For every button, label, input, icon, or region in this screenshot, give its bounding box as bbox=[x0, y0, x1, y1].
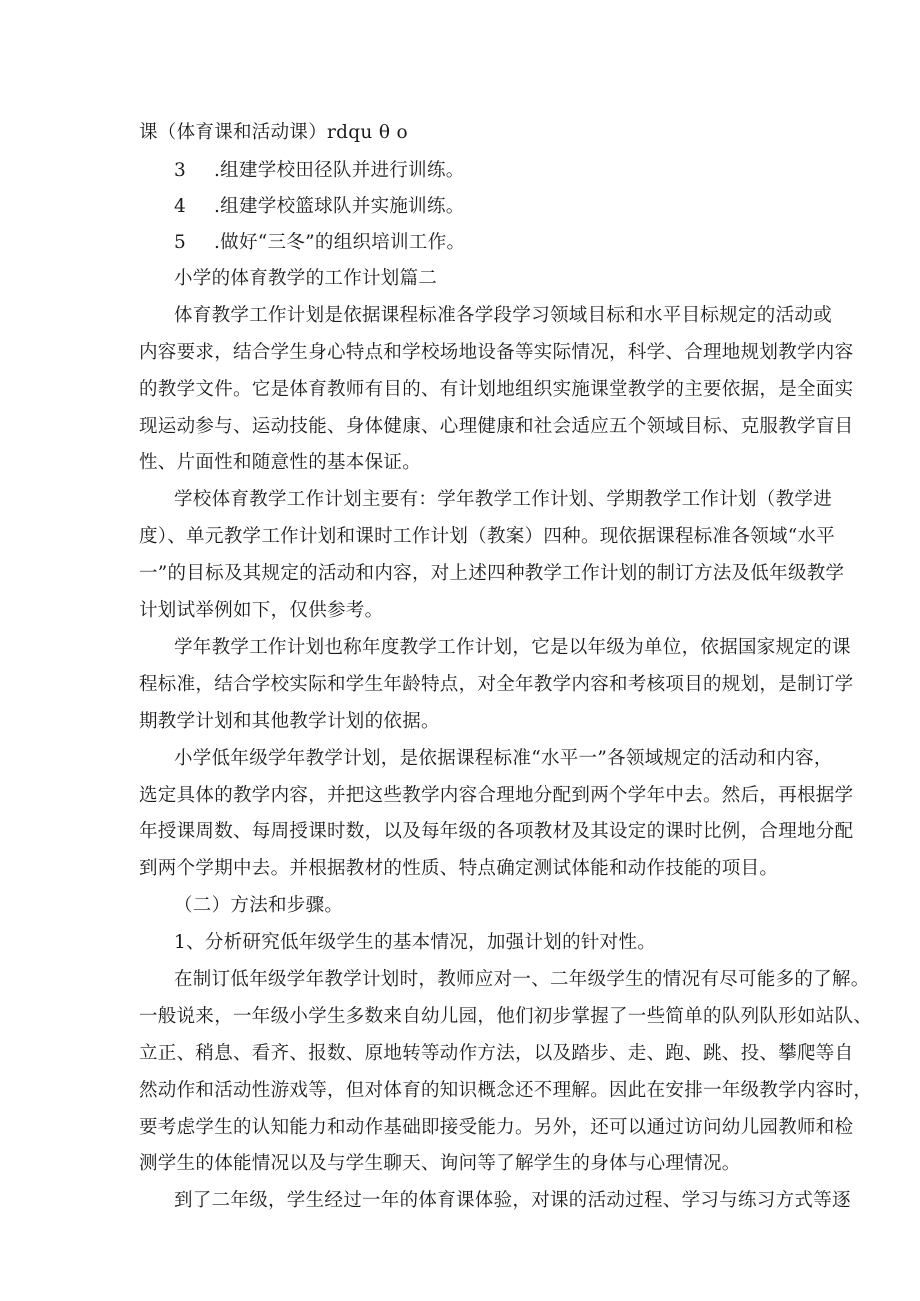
text-line: 年授课周数、每周授课时数，以及每年级的各项教材及其设定的课时比例，合理地分配 bbox=[139, 821, 854, 842]
text-line: 一”的目标及其规定的活动和内容，对上述四种教学工作计划的制订方法及低年级教学 bbox=[139, 563, 845, 584]
text-line: 学年教学工作计划也称年度教学工作计划，它是以年级为单位，依据国家规定的课 bbox=[174, 637, 851, 658]
text-line: 的教学文件。它是体育教师有目的、有计划地组织实施课堂教学的主要依据，是全面实 bbox=[139, 379, 854, 400]
text-line: 内容要求，结合学生身心特点和学校场地设备等实际情况，科学、合理地规划教学内容 bbox=[139, 342, 854, 363]
text-line: 计划试举例如下，仅供参考。 bbox=[139, 600, 384, 621]
list-number: 3 bbox=[174, 160, 186, 181]
list-item-text: .组建学校篮球队并实施训练。 bbox=[214, 196, 465, 217]
text-line: 然动作和活动性游戏等，但对体育的知识概念还不理解。因此在安排一年级教学内容时， bbox=[139, 1080, 873, 1101]
list-number: 4 bbox=[174, 196, 186, 217]
text-line: 要考虑学生的认知能力和动作基础即接受能力。另外，还可以通过访问幼儿园教师和检 bbox=[139, 1117, 854, 1138]
text-line: 现运动参与、运动技能、身体健康、心理健康和社会适应五个领域目标、克服教学盲目 bbox=[139, 416, 854, 437]
text-line: 测学生的体能情况以及与学生聊天、询问等了解学生的身体与心理情况。 bbox=[139, 1153, 741, 1174]
text-line: 到了二年级，学生经过一年的体育课体验，对课的活动过程、学习与练习方式等逐 bbox=[174, 1190, 851, 1211]
text-line: 学校体育教学工作计划主要有：学年教学工作计划、学期教学工作计划（教学进 bbox=[174, 489, 833, 510]
section-heading: 小学的体育教学的工作计划篇二 bbox=[174, 268, 438, 289]
text-line: 选定具体的教学内容，并把这些教学内容合理地分配到两个学年中去。然后，再根据学 bbox=[139, 785, 854, 806]
list-item-text: .组建学校田径队并进行训练。 bbox=[214, 160, 465, 181]
text-line: 一般说来，一年级小学生多数来自幼儿园，他们初步掌握了一些简单的队列队形如站队、 bbox=[139, 1006, 873, 1027]
text-line: 小学低年级学年教学计划，是依据课程标准“水平一”各领域规定的活动和内容， bbox=[174, 748, 833, 769]
subsection-heading: （二）方法和步骤。 bbox=[174, 895, 344, 916]
text-line: 体育教学工作计划是依据课程标准各学段学习领域目标和水平目标规定的活动或 bbox=[174, 305, 833, 326]
text-line: 程标准，结合学校实际和学生年龄特点，对全年教学内容和考核项目的规划，是制订学 bbox=[139, 674, 854, 695]
text-line: 到两个学期中去。并根据教材的性质、特点确定测试体能和动作技能的项目。 bbox=[139, 858, 779, 879]
text-line: 课（体育课和活动课）rdqu θ o bbox=[139, 122, 408, 143]
text-line: 立正、稍息、看齐、报数、原地转等动作方法，以及踏步、走、跑、跳、投、攀爬等自 bbox=[139, 1043, 854, 1064]
list-item-text: .做好“三冬”的组织培训工作。 bbox=[214, 232, 466, 253]
text-line: 性、片面性和随意性的基本保证。 bbox=[139, 452, 422, 473]
text-line: 在制订低年级学年教学计划时，教师应对一、二年级学生的情况有尽可能多的了解。 bbox=[174, 969, 870, 990]
list-number: 5 bbox=[174, 232, 186, 253]
text-line: 期教学计划和其他教学计划的依据。 bbox=[139, 711, 440, 732]
step-heading: 1、分析研究低年级学生的基本情况，加强计划的针对性。 bbox=[174, 932, 657, 953]
text-line: 度）、单元教学工作计划和课时工作计划（教案）四种。现依据课程标准各领域“水平 bbox=[139, 526, 836, 547]
